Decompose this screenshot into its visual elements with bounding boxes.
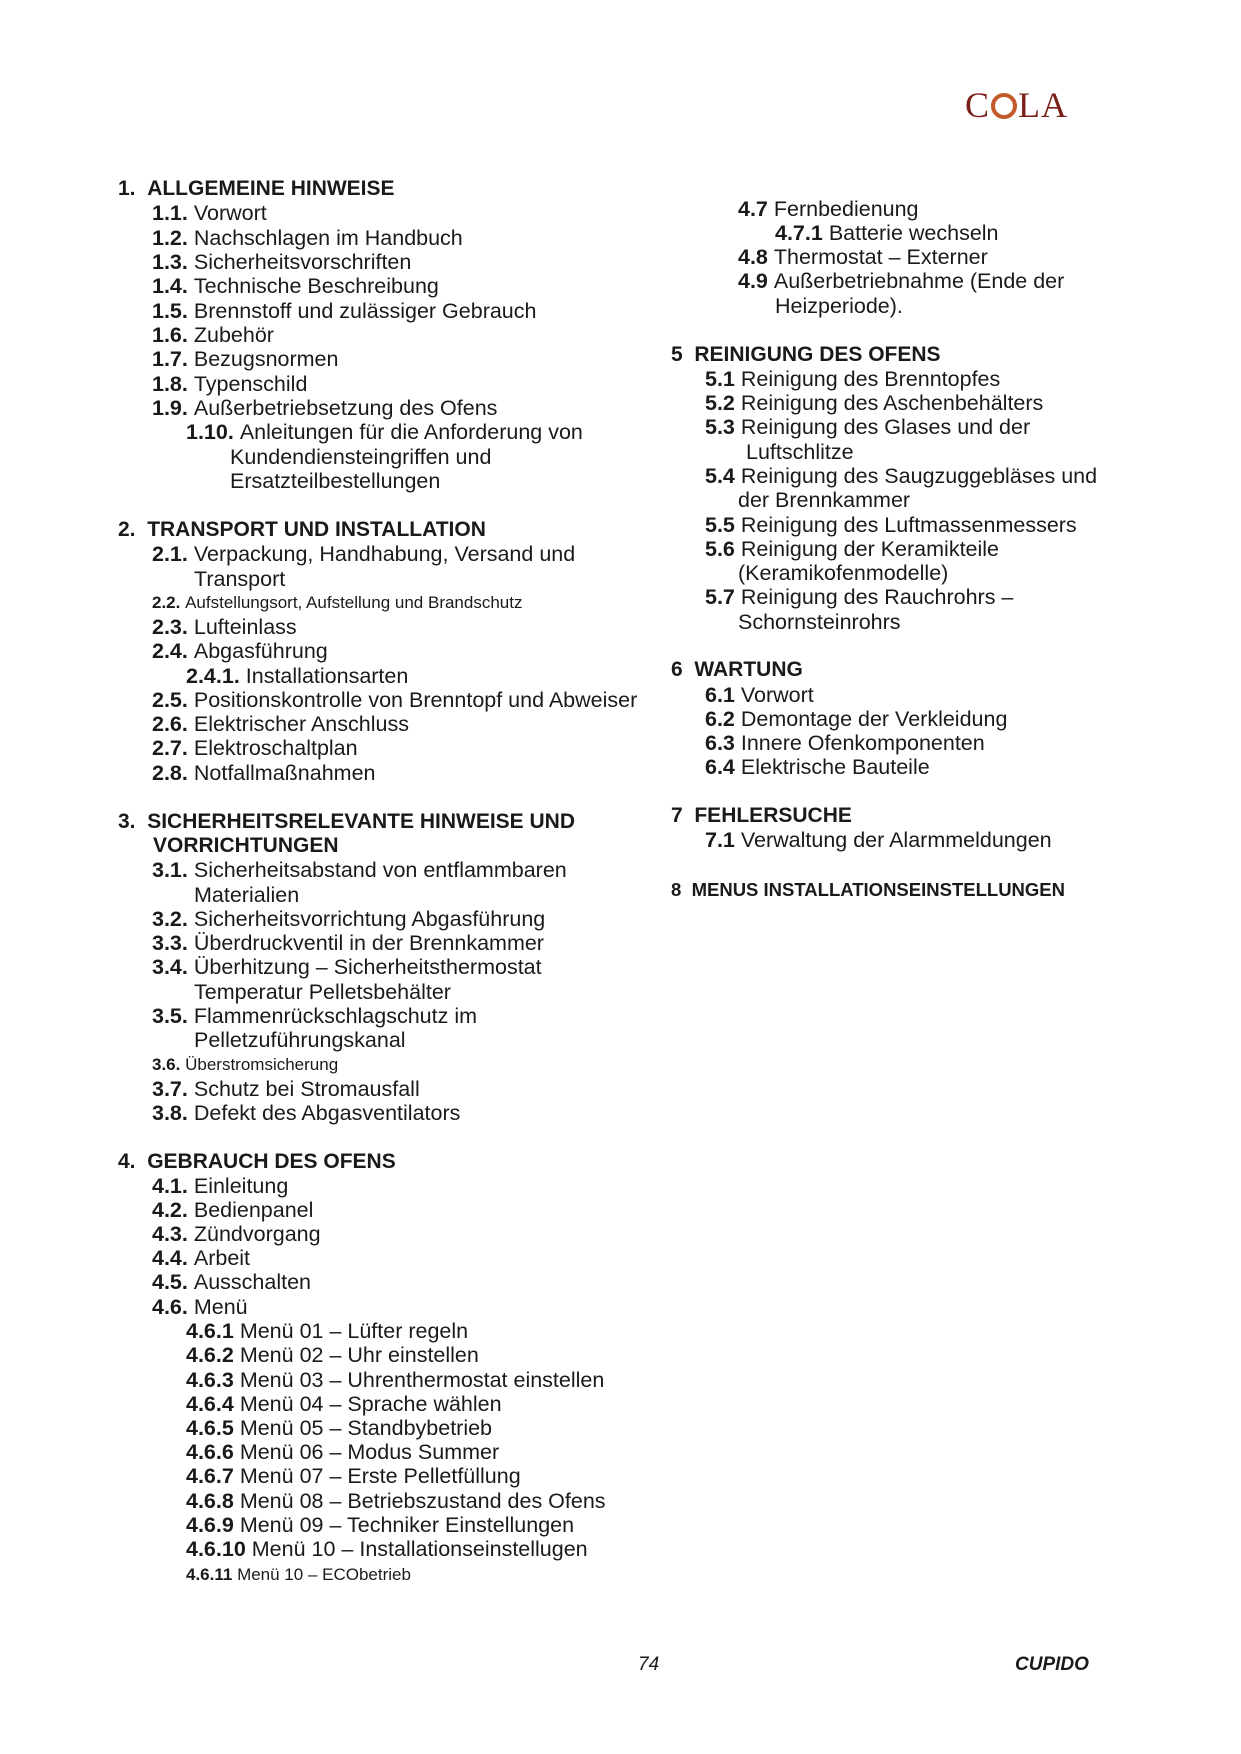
toc-entry-number: 1.3. [152, 250, 188, 274]
toc-entry [738, 487, 910, 513]
toc-section-heading: MENUS INSTALLATIONSEINSTELLUNGEN [691, 879, 1066, 900]
toc-entry [671, 657, 803, 683]
toc-entry-title: Menü 02 – Uhr einstellen [239, 1343, 479, 1367]
toc-entry-title: Menü 08 – Betriebszustand des Ofens [239, 1489, 606, 1513]
toc-entry-title: Fernbedienung [773, 197, 919, 221]
toc-entry-title: Menü 06 – Modus Summer [239, 1440, 500, 1464]
toc-entry [775, 220, 999, 246]
toc-entry-title: Notfallmaßnahmen [193, 761, 376, 785]
toc-entry [186, 1367, 604, 1393]
toc-entry-title: Schutz bei Stromausfall [193, 1077, 420, 1101]
toc-entry-title: Bedienpanel [193, 1198, 314, 1222]
toc-entry [186, 1439, 499, 1465]
toc-entry-title: Reinigung des Glases und der [740, 415, 1031, 439]
toc-entry [705, 366, 1000, 392]
toc-entry-number: 4.6.11 [186, 1565, 233, 1584]
toc-entry [152, 249, 411, 275]
toc-entry [738, 244, 988, 270]
toc-entry-number: 4.1. [152, 1174, 188, 1198]
toc-entry-title: Heizperiode). [775, 294, 903, 318]
toc-entry-number: 1.4. [152, 274, 188, 298]
toc-section-heading: FEHLERSUCHE [694, 804, 852, 827]
toc-entry-number: 4.6. [152, 1295, 188, 1319]
toc-entry [152, 614, 297, 640]
toc-entry [671, 342, 941, 368]
toc-entry-number: 1.6. [152, 323, 188, 347]
toc-entry-number: 2.5. [152, 688, 188, 712]
toc-entry-number: 1.9. [152, 396, 188, 420]
toc-entry [186, 1391, 502, 1417]
toc-entry-number: 2.1. [152, 542, 188, 566]
toc-entry-number: 5.5 [705, 513, 735, 537]
toc-entry [152, 711, 409, 737]
toc-entry-title: Ersatzteilbestellungen [230, 469, 441, 493]
toc-entry [152, 541, 575, 567]
toc-entry-number: 4.3. [152, 1222, 188, 1246]
toc-entry [671, 877, 1065, 903]
toc-entry-title: Menü [193, 1295, 248, 1319]
toc-entry [152, 395, 497, 421]
logo-ring-icon [991, 93, 1017, 119]
toc-entry-title: Temperatur Pelletsbehälter [194, 980, 451, 1004]
toc-entry [152, 1003, 477, 1029]
toc-entry-number: 2.6. [152, 712, 188, 736]
toc-entry-number: 6.4 [705, 755, 735, 779]
toc-entry-title: Zündvorgang [193, 1222, 321, 1246]
toc-entry-number: 3.8. [152, 1101, 188, 1125]
toc-entry-number: 3.1. [152, 858, 188, 882]
toc-entry-title: Kundendiensteingriffen und [230, 445, 492, 469]
toc-entry [186, 1562, 411, 1588]
toc-entry-number: 4.6.10 [186, 1537, 246, 1561]
toc-entry [186, 419, 583, 445]
toc-entry-number: 4.9 [738, 269, 768, 293]
toc-entry [705, 706, 1007, 732]
toc-entry [186, 1463, 521, 1489]
toc-entry-number: 4.7.1 [775, 221, 823, 245]
toc-entry-number: 2.3. [152, 615, 188, 639]
toc-entry [152, 225, 463, 251]
toc-entry-number: 1.5. [152, 299, 188, 323]
toc-entry [738, 560, 948, 586]
toc-entry-title: Materialien [194, 883, 300, 907]
toc-entry [152, 273, 439, 299]
toc-entry-title: Aufstellungsort, Aufstellung und Brandschutz [185, 593, 523, 612]
toc-entry-title: Typenschild [193, 372, 308, 396]
toc-entry [194, 979, 451, 1005]
toc-section-heading: GEBRAUCH DES OFENS [147, 1150, 396, 1173]
toc-entry-number: 5 [671, 343, 683, 366]
toc-entry [194, 566, 285, 592]
toc-entry-title: Brennstoff und zulässiger Gebrauch [193, 299, 537, 323]
toc-entry-number: 4.6.9 [186, 1513, 234, 1537]
toc-entry-title: Installationsarten [245, 664, 409, 688]
toc-entry [705, 536, 999, 562]
toc-section-heading: TRANSPORT UND INSTALLATION [147, 518, 486, 541]
toc-entry-title: Menü 07 – Erste Pelletfüllung [239, 1464, 521, 1488]
toc-entry-number: 6.3 [705, 731, 735, 755]
toc-entry-title: Elektroschaltplan [193, 736, 358, 760]
toc-entry [152, 857, 567, 883]
toc-entry [152, 930, 544, 956]
toc-entry-number: 1.8. [152, 372, 188, 396]
toc-entry-title: Vorwort [740, 683, 814, 707]
toc-entry [186, 1512, 574, 1538]
model-name: CUPIDO [1015, 1654, 1089, 1675]
toc-entry-number: 4.6.8 [186, 1489, 234, 1513]
toc-entry [153, 833, 339, 859]
toc-entry-number: 1. [118, 177, 136, 200]
toc-entry [152, 1076, 420, 1102]
toc-entry [118, 176, 395, 202]
toc-entry-number: 1.7. [152, 347, 188, 371]
toc-entry-number: 4.5. [152, 1270, 188, 1294]
toc-entry-number: 4.2. [152, 1198, 188, 1222]
toc-section-heading: VORRICHTUNGEN [153, 834, 339, 857]
toc-entry-title: Anleitungen für die Anforderung von [239, 420, 583, 444]
toc-entry-number: 5.7 [705, 585, 735, 609]
toc-entry [705, 463, 1097, 489]
toc-entry-number: 4.8 [738, 245, 768, 269]
toc-entry-number: 4.6.7 [186, 1464, 234, 1488]
toc-entry [152, 1294, 248, 1320]
toc-entry-number: 5.2 [705, 391, 735, 415]
toc-entry-title: Einleitung [193, 1174, 289, 1198]
toc-entry [230, 444, 491, 470]
toc-entry-title: Bezugsnormen [193, 347, 339, 371]
toc-entry [186, 1318, 468, 1344]
toc-entry [152, 1269, 311, 1295]
toc-entry-title: Sicherheitsabstand von entflammbaren [193, 858, 567, 882]
toc-entry [186, 663, 408, 689]
toc-entry-title: Pelletzuführungskanal [194, 1028, 406, 1052]
toc-section-heading: SICHERHEITSRELEVANTE HINWEISE UND [147, 810, 576, 833]
toc-entry-title: der Brennkammer [738, 488, 911, 512]
toc-entry-number: 3.4. [152, 955, 188, 979]
toc-entry-title: Transport [194, 567, 286, 591]
toc-entry-number: 3.7. [152, 1077, 188, 1101]
toc-entry-number: 1.10. [186, 420, 234, 444]
toc-entry-title: Menü 09 – Techniker Einstellungen [239, 1513, 575, 1537]
toc-entry-title: Elektrischer Anschluss [193, 712, 409, 736]
toc-entry [705, 390, 1043, 416]
toc-entry-title: Überdruckventil in der Brennkammer [193, 931, 544, 955]
toc-entry [152, 346, 338, 372]
toc-section-heading: WARTUNG [694, 658, 803, 681]
toc-entry [152, 687, 637, 713]
toc-entry-number: 1.1. [152, 201, 188, 225]
toc-entry-number: 7 [671, 804, 683, 827]
toc-entry [775, 293, 903, 319]
toc-entry [118, 809, 575, 835]
toc-entry [738, 609, 901, 635]
toc-entry-title: Lufteinlass [193, 615, 297, 639]
toc-entry [738, 268, 1064, 294]
toc-entry-number: 7.1 [705, 828, 735, 852]
toc-entry-title: Menü 04 – Sprache wählen [239, 1392, 502, 1416]
toc-entry-number: 4.6.2 [186, 1343, 234, 1367]
toc-entry-title: Luftschlitze [746, 440, 854, 464]
toc-entry-number: 4.6.1 [186, 1319, 234, 1343]
toc-entry [152, 760, 376, 786]
toc-entry-title: Außerbetriebnahme (Ende der [773, 269, 1065, 293]
toc-entry-title: Schornsteinrohrs [738, 610, 901, 634]
toc-entry [152, 1197, 313, 1223]
toc-entry [152, 1173, 288, 1199]
toc-entry-title: Sicherheitsvorschriften [193, 250, 412, 274]
toc-entry [118, 517, 486, 543]
toc-entry [194, 1027, 406, 1053]
toc-entry-number: 6.2 [705, 707, 735, 731]
toc-entry-title: Menü 01 – Lüfter regeln [239, 1319, 469, 1343]
toc-entry-title: Zubehör [193, 323, 274, 347]
toc-entry [186, 1536, 588, 1562]
toc-entry-title: Technische Beschreibung [193, 274, 439, 298]
toc-entry [152, 322, 274, 348]
toc-entry-number: 8 [671, 879, 682, 900]
toc-entry-title: Arbeit [193, 1246, 251, 1270]
toc-entry-title: Reinigung des Luftmassenmessers [740, 513, 1077, 537]
toc-entry-title: Reinigung des Saugzuggebläses und [740, 464, 1098, 488]
toc-entry [118, 1149, 396, 1175]
toc-entry-number: 1.2. [152, 226, 188, 250]
toc-entry-number: 2. [118, 518, 136, 541]
toc-entry-title: (Keramikofenmodelle) [738, 561, 949, 585]
toc-entry-title: Positionskontrolle von Brenntopf und Abweiser [193, 688, 638, 712]
toc-entry-title: Reinigung des Brenntopfes [740, 367, 1001, 391]
toc-entry-title: Menü 05 – Standbybetrieb [239, 1416, 493, 1440]
toc-entry-number: 5.1 [705, 367, 735, 391]
toc-entry-title: Demontage der Verkleidung [740, 707, 1008, 731]
toc-entry-title: Reinigung des Aschenbehälters [740, 391, 1044, 415]
toc-entry [152, 371, 307, 397]
toc-entry-title: Flammenrückschlagschutz im [193, 1004, 478, 1028]
toc-entry-number: 5.3 [705, 415, 735, 439]
toc-entry-number: 4.6.5 [186, 1416, 234, 1440]
toc-entry-title: Ausschalten [193, 1270, 311, 1294]
toc-entry-number: 4.6.6 [186, 1440, 234, 1464]
toc-entry [194, 882, 299, 908]
toc-entry [671, 803, 852, 829]
toc-entry [705, 730, 985, 756]
toc-entry [152, 906, 545, 932]
toc-entry [152, 590, 522, 616]
cola-logo: C LA [965, 85, 1069, 125]
toc-entry-number: 6 [671, 658, 683, 681]
toc-entry-number: 3.6. [152, 1055, 181, 1074]
toc-entry [705, 414, 1030, 440]
toc-entry [152, 200, 267, 226]
toc-entry [738, 196, 919, 222]
toc-entry [705, 754, 930, 780]
toc-entry-number: 4.7 [738, 197, 768, 221]
toc-entry-title: Thermostat – Externer [773, 245, 988, 269]
toc-entry [705, 512, 1077, 538]
toc-entry-title: Abgasführung [193, 639, 328, 663]
toc-section-heading: ALLGEMEINE HINWEISE [147, 177, 395, 200]
toc-entry-title: Defekt des Abgasventilators [193, 1101, 461, 1125]
toc-entry-number: 2.4. [152, 639, 188, 663]
toc-entry-title: Innere Ofenkomponenten [740, 731, 985, 755]
toc-entry-title: Nachschlagen im Handbuch [193, 226, 463, 250]
toc-entry [746, 439, 854, 465]
toc-entry-number: 5.6 [705, 537, 735, 561]
toc-entry-title: Reinigung des Rauchrohrs – [740, 585, 1014, 609]
toc-entry-title: Überstromsicherung [185, 1055, 339, 1074]
toc-entry [230, 468, 440, 494]
toc-entry [152, 298, 536, 324]
toc-entry-number: 2.7. [152, 736, 188, 760]
toc-entry [705, 682, 814, 708]
toc-entry-number: 2.8. [152, 761, 188, 785]
toc-entry-title: Elektrische Bauteile [740, 755, 930, 779]
toc-entry-number: 4. [118, 1150, 136, 1173]
toc-entry-number: 4.6.4 [186, 1392, 234, 1416]
toc-entry-number: 3.2. [152, 907, 188, 931]
toc-entry-number: 3.5. [152, 1004, 188, 1028]
toc-entry-number: 2.2. [152, 593, 181, 612]
toc-entry [705, 827, 1052, 853]
toc-entry-title: Verpackung, Handhabung, Versand und [193, 542, 576, 566]
page-number: 74 [638, 1654, 660, 1675]
toc-entry [152, 735, 358, 761]
toc-entry [152, 638, 328, 664]
toc-entry [705, 584, 1013, 610]
toc-entry [152, 1052, 338, 1078]
toc-entry-title: Verwaltung der Alarmmeldungen [740, 828, 1052, 852]
toc-section-heading: REINIGUNG DES OFENS [694, 343, 941, 366]
toc-entry [186, 1415, 492, 1441]
toc-entry-title: Reinigung der Keramikteile [740, 537, 1000, 561]
toc-entry-number: 5.4 [705, 464, 735, 488]
toc-entry [152, 954, 542, 980]
toc-entry-title: Sicherheitsvorrichtung Abgasführung [193, 907, 546, 931]
toc-entry-title: Menü 10 – Installationseinstellugen [251, 1537, 588, 1561]
toc-entry [186, 1488, 606, 1514]
toc-entry-title: Menü 10 – ECObetrieb [237, 1565, 411, 1584]
toc-entry-title: Überhitzung – Sicherheitsthermostat [193, 955, 542, 979]
toc-entry-number: 6.1 [705, 683, 735, 707]
toc-entry-number: 3.3. [152, 931, 188, 955]
toc-entry [152, 1100, 460, 1126]
toc-entry [186, 1342, 479, 1368]
toc-entry-title: Außerbetriebsetzung des Ofens [193, 396, 498, 420]
toc-entry-title: Menü 03 – Uhrenthermostat einstellen [239, 1368, 605, 1392]
toc-entry-title: Vorwort [193, 201, 267, 225]
toc-entry [152, 1221, 321, 1247]
toc-entry [152, 1245, 250, 1271]
toc-entry-number: 4.4. [152, 1246, 188, 1270]
toc-entry-number: 2.4.1. [186, 664, 240, 688]
toc-entry-title: Batterie wechseln [828, 221, 999, 245]
toc-entry-number: 3. [118, 810, 136, 833]
toc-entry-number: 4.6.3 [186, 1368, 234, 1392]
